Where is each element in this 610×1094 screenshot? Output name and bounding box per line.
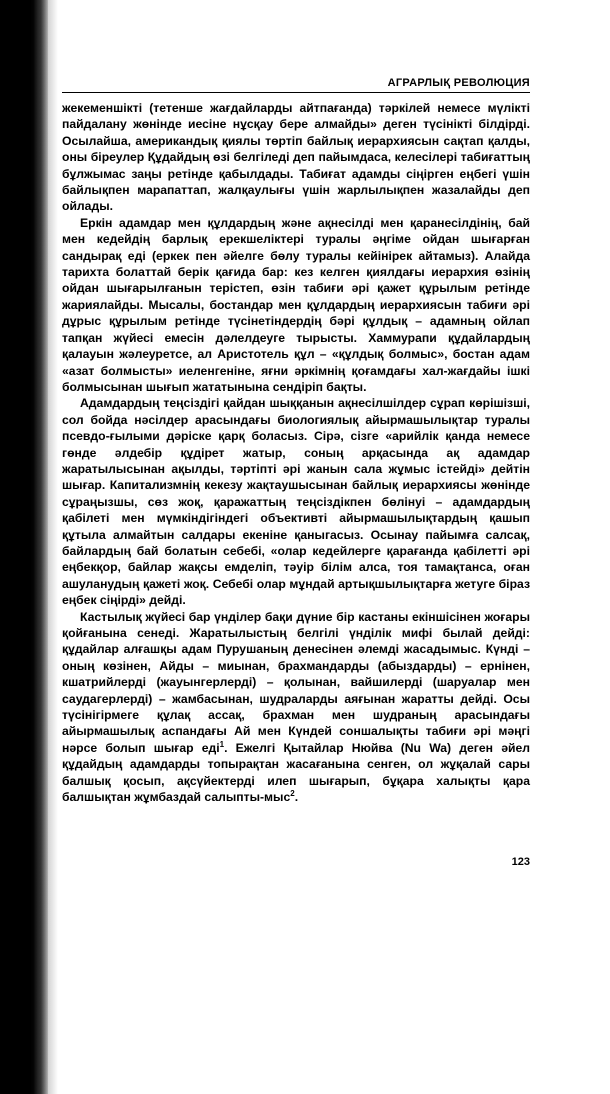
footnote-marker-1: 1 xyxy=(219,739,225,749)
body-text xyxy=(62,100,530,805)
paragraph-4-text: Кастылық жүйесі бар үнділер бақи дүние бір кастаны екіншісінен жоғары қойғанына сенеді. Жаратылыстың белгілі үнділік мифі былай дейді: құдайлар алғашқы адам Пурушаның денесінен әлемді жасадымыс. Күнді – оның көзінен, Айды – миынан, брахмандарды (абыздарды) – ернінен, кшатрийлерді (жауынгерлерді) – қолынан, вайшилерді (шаруалар мен саудагерлерді) – жамбасынан, шудраларды аяғынан жаратты дейді. Осы түсінігірмеге құлақ асcақ, брахман мен шудраның арасындағы айырмашылық аспандағы Ай мен Күндей соншалықты табиғи әрі мәңгі нәрсе болып шығар еді xyxy=(62,609,530,755)
page-number: 123 xyxy=(511,856,530,868)
paragraph-4-tail: Wa) деген әйел құдайдың адамдарды топырақтан жасағанына сенген, ол жұқалай сары балшық қосып, ақсүйектерді илеп шығарып, бұқара халықты қара балшықтан жұмбаздай салыпты-мыс xyxy=(62,740,531,805)
running-header: АГРАРЛЫҚ РЕВОЛЮЦИЯ xyxy=(387,77,530,89)
paragraph-4-continuation: . Ежелгі Қытайлар Нюйва (Nu xyxy=(224,740,422,755)
footnote-marker-2: 2 xyxy=(290,789,295,798)
header-rule xyxy=(62,92,530,93)
book-gutter-shade xyxy=(30,0,58,1094)
paragraph-4 xyxy=(62,609,530,806)
paragraph-4-end: . xyxy=(294,790,299,805)
paragraph-1: жекеменшікті (тетенше жағдайларды айтпағанда) тәркілей немесе мүлікті пайдалану жөнінде иесіне нұсқау бере алмайды» деген түсінікті білдірді. Осылайша, американдық қиялы төртіп байлық иерархиясын сақтап қалды, оны біреулер Құдайдың өзі белгіледі деп пайымдаса, келесілері табиғаттың бұлжымас заңы ретінде қабылдады. Табиғат адамды сіңірген еңбегі үшін байлықпен марапаттап, жалқаулығы үшін жарлылықпен жазалайды деп ойлады. xyxy=(62,101,530,214)
paragraph-3: Адамдардың теңсіздігі қайдан шыққанын ақнесілшілдер сұрап көрішізші, сол бойда нәсілдер арасындағы биологиялық айырмашылықтар туралы псевдо-ғылыми дәріске қарқ боласыз. Сірә, сізге «арийлік қанда немесе гөнде әлдебір құдірет жатыр, соның арқасында ақ адамдар жаратылысынан ақылды, тәртіпті әрі жанын сала жұмыс істейді» дейтін шығар. Капитализмнің кекезу жақтаушысынан байлық иерархиясы жөнінде сұраңызшы, сөз жоқ, қаражаттың теңсіздікпен бөлінуі – адамдардың қабілеті мен мүмкіндігіндегі объективті айырмашылықтардың қашып құтыла алмайтын салдары екеніне қаныгасыз. Осынау пайымға салсақ, байлардың бай болатын себебі, «олар кедейлерге қарағанда қабілетті әрі еңбекқор, байлар жақсы емделіп, тәуір білім алса, тоя тамақтанса, оған ашуланудың қажеті жоқ. Себебі олар мұндай артықшылықтарға жетуге біраз еңбек сіңірді» дейді. xyxy=(62,396,530,608)
paragraph-2: Еркін адамдар мен құлдардың және ақнесілді мен қаранесілдінің, бай мен кедейдің барлық ерекшеліктері туралы әңгіме ойдан шығарған сандырақ еді (еркек пен әйелге бөлу туралы кейінірек айтамыз). Алайда тарихта болаттай берік қағида бар: кез келген қиялдағы иерархия өзінің ойдан шығарылғанын терістеп, өзін табиғи әрі қажет құрылым ретінде жариялайды. Мысалы, бостандар мен құлдардың иерархиясын табиғи әрі дұрыс құрылым ретінде түсінетіндердің бәрі құлдық – адамның ойлап тапқан жүйесі емесін дәлелдеуге тырысты. Хаммурапи құдайлардың қалауын жәлеуретсе, ал Аристотель құл – «құлдық болмыс», бостан адам «азат болмысты» иеленгеніне, яғни әркімнің қоғамдағы хал-жағдайы ішкі болмысынан шығып жататынына сендіріп бақты. xyxy=(62,215,530,394)
